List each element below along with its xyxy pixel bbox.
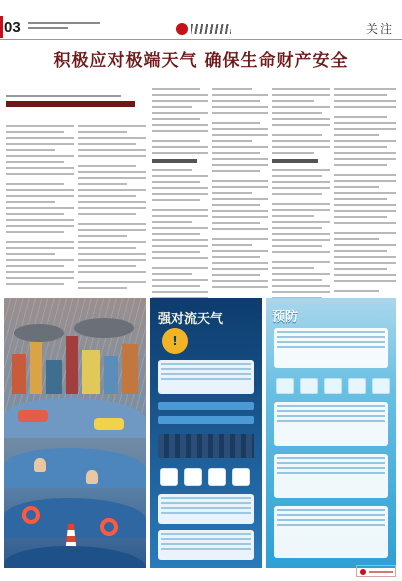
text-line [277, 415, 385, 417]
text-line [6, 173, 74, 175]
subheading [272, 159, 318, 163]
text-line [78, 165, 136, 167]
flood-water [4, 448, 146, 488]
text-line [161, 497, 251, 499]
text-line [212, 228, 268, 230]
text-line [272, 239, 330, 241]
city-skyline [158, 434, 254, 458]
guide-card [158, 360, 254, 394]
text-line [272, 187, 330, 189]
text-line [334, 262, 396, 264]
text-line [272, 175, 322, 177]
text-line [78, 241, 146, 243]
text-line [6, 189, 74, 191]
text-line [334, 140, 396, 142]
text-line [334, 134, 379, 136]
text-line [272, 267, 314, 269]
text-line [212, 140, 252, 142]
text-line [272, 227, 322, 229]
text-line [161, 507, 251, 509]
text-line [78, 183, 127, 185]
text-line [78, 207, 146, 209]
prevention-card [274, 328, 388, 368]
text-line [78, 265, 136, 267]
issue-date-info [28, 22, 100, 32]
text-line [334, 216, 387, 218]
person-icon [86, 470, 98, 484]
text-line [277, 420, 385, 422]
text-line [277, 519, 385, 521]
text-line [272, 134, 322, 136]
text-line [161, 548, 251, 550]
text-line [78, 259, 146, 261]
text-line [152, 175, 208, 177]
text-line [272, 291, 330, 293]
text-line [334, 256, 396, 258]
tree-icon [324, 378, 342, 394]
text-line [6, 149, 55, 151]
text-line [212, 286, 268, 288]
text-line [334, 128, 396, 130]
text-line [152, 267, 208, 269]
text-line [272, 94, 330, 96]
text-line [78, 125, 146, 127]
text-line [212, 146, 268, 148]
text-line [277, 467, 385, 469]
text-line [272, 152, 314, 154]
section-label: 关注 [365, 22, 394, 36]
city-skyline [4, 330, 146, 394]
text-line [6, 247, 74, 249]
text-line [6, 277, 74, 279]
text-line [334, 122, 396, 124]
text-line [78, 223, 146, 225]
logo-emblem-icon [176, 23, 188, 35]
text-line [152, 251, 200, 253]
text-line [334, 152, 396, 154]
text-line [78, 149, 146, 151]
text-line [272, 221, 330, 223]
text-line [152, 112, 208, 114]
text-column-mid-a [152, 88, 208, 303]
text-line [152, 94, 208, 96]
text-line [272, 193, 322, 195]
text-line [152, 239, 208, 241]
page-headline: 积极应对极端天气 确保生命财产安全 [53, 51, 349, 71]
warning-icon [232, 468, 250, 486]
text-line [272, 106, 330, 108]
text-line [152, 193, 208, 195]
text-line [277, 524, 385, 526]
text-line [334, 210, 396, 212]
text-line [161, 533, 251, 535]
no-entry-icon [208, 468, 226, 486]
text-line [277, 509, 385, 511]
text-line [78, 177, 146, 179]
text-line [272, 169, 330, 171]
text-line [212, 210, 268, 212]
text-line [212, 216, 268, 218]
text-line [152, 273, 192, 275]
text-line [212, 158, 268, 160]
text-line [212, 94, 268, 96]
masthead [0, 0, 402, 40]
text-line [78, 235, 127, 237]
text-line [78, 229, 146, 231]
text-line [6, 231, 64, 233]
text-line [334, 204, 396, 206]
prevention-title: 预防 [272, 310, 299, 325]
text-line [212, 122, 260, 124]
text-line [152, 146, 208, 148]
lead-article-kicker [6, 95, 121, 97]
text-line [6, 271, 74, 273]
lead-article-body-col-1 [6, 125, 74, 289]
person-icon [34, 458, 46, 472]
text-line [152, 130, 208, 132]
text-line [272, 118, 330, 120]
text-line [272, 140, 330, 142]
car-icon [94, 418, 124, 430]
text-line [6, 131, 64, 133]
text-line [6, 167, 74, 169]
text-line [6, 195, 74, 197]
text-line [334, 116, 387, 118]
text-line [152, 233, 200, 235]
text-line [152, 291, 208, 293]
text-line [152, 245, 208, 247]
text-line [272, 146, 330, 148]
text-line [212, 204, 260, 206]
guide-title: 强对流天气 [158, 312, 224, 327]
text-line [212, 192, 252, 194]
text-line [212, 128, 268, 130]
text-line [152, 88, 200, 90]
severe-weather-guide-poster [150, 298, 262, 568]
text-line [152, 169, 192, 171]
text-line [152, 257, 208, 259]
text-line [78, 253, 146, 255]
text-line [272, 261, 330, 263]
text-line [277, 405, 385, 407]
text-line [212, 112, 268, 114]
text-line [78, 189, 146, 191]
text-line [161, 368, 251, 370]
text-line [334, 192, 396, 194]
text-line [152, 187, 208, 189]
text-line [212, 88, 252, 90]
text-line [6, 155, 74, 157]
text-line [272, 112, 322, 114]
text-line [334, 280, 396, 282]
text-line [152, 215, 208, 217]
text-line [334, 244, 396, 246]
text-line [78, 287, 127, 289]
text-line [212, 280, 268, 282]
text-line [277, 331, 385, 333]
text-line [277, 472, 385, 474]
text-line [272, 124, 330, 126]
text-line [152, 100, 208, 102]
text-line [277, 462, 385, 464]
text-line [212, 274, 260, 276]
text-line [161, 538, 251, 540]
text-column-right-b [334, 88, 396, 296]
text-line [272, 273, 330, 275]
text-line [334, 174, 396, 176]
text-line [161, 363, 251, 365]
text-line [334, 268, 387, 270]
text-line [212, 152, 260, 154]
car-icon [18, 410, 48, 422]
text-line [334, 198, 387, 200]
text-line [78, 171, 146, 173]
text-line [6, 241, 74, 243]
text-line [334, 158, 396, 160]
guide-strip [158, 402, 254, 410]
logo-script [191, 24, 231, 34]
text-line [272, 279, 322, 281]
text-line [334, 106, 396, 108]
text-line [161, 378, 251, 380]
text-line [152, 181, 200, 183]
lead-article-title [6, 101, 135, 107]
text-line [6, 183, 64, 185]
text-line [6, 213, 64, 215]
prevention-card [274, 506, 388, 558]
text-line [334, 100, 396, 102]
text-line [272, 100, 314, 102]
text-line [152, 124, 208, 126]
text-line [334, 164, 387, 166]
text-line [6, 201, 55, 203]
text-line [78, 247, 136, 249]
subheading [152, 159, 197, 163]
guide-disc-badge: ! [162, 328, 188, 354]
text-line [152, 221, 192, 223]
platform-watermark-stamp [356, 565, 396, 577]
umbrella-icon [184, 468, 202, 486]
text-line [334, 290, 379, 292]
text-line [78, 143, 136, 145]
text-line [272, 233, 330, 235]
text-line [334, 232, 396, 234]
text-line [272, 285, 330, 287]
text-line [6, 207, 74, 209]
text-line [272, 215, 314, 217]
text-line [152, 227, 208, 229]
text-line [6, 259, 74, 261]
text-line [334, 88, 396, 90]
text-line [152, 209, 208, 211]
text-line [6, 137, 74, 139]
lead-article-body-col-2 [78, 125, 146, 293]
guide-card [158, 494, 254, 524]
text-line [78, 213, 136, 215]
text-line [152, 279, 208, 281]
guide-card [158, 530, 254, 560]
text-line [334, 250, 387, 252]
text-line [212, 164, 268, 166]
text-line [334, 146, 387, 148]
text-line [277, 346, 385, 348]
house-icon [276, 378, 294, 394]
text-line [212, 134, 268, 136]
text-line [6, 143, 74, 145]
text-line [78, 131, 127, 133]
life-ring-icon [22, 506, 40, 524]
text-line [78, 271, 146, 273]
text-line [334, 274, 396, 276]
text-line [277, 410, 385, 412]
newspaper-logo [172, 20, 234, 38]
text-line [161, 543, 251, 545]
text-line [152, 152, 208, 154]
warning-icon [372, 378, 390, 394]
text-line [334, 186, 379, 188]
text-line [152, 285, 200, 287]
text-line [78, 137, 146, 139]
text-line [6, 125, 74, 127]
text-line [6, 161, 64, 163]
text-line [152, 199, 200, 201]
text-line [212, 262, 268, 264]
text-line [152, 140, 200, 142]
text-line [212, 170, 260, 172]
text-line [334, 238, 379, 240]
prevention-card [274, 454, 388, 498]
text-line [152, 106, 192, 108]
text-line [212, 256, 260, 258]
page-number: 03 [4, 20, 28, 36]
text-line [212, 100, 260, 102]
text-line [6, 253, 55, 255]
text-line [212, 268, 268, 270]
text-line [78, 195, 136, 197]
text-column-right-a [272, 88, 330, 303]
text-line [78, 201, 146, 203]
text-line [161, 373, 251, 375]
power-line-icon [348, 378, 366, 394]
text-line [6, 283, 64, 285]
text-line [78, 155, 146, 157]
text-line [152, 118, 200, 120]
text-line [212, 244, 252, 246]
text-line [212, 198, 268, 200]
flood-warning-poster [4, 298, 146, 568]
text-line [78, 281, 146, 283]
text-line [161, 502, 251, 504]
text-line [6, 265, 64, 267]
text-line [334, 94, 387, 96]
guide-strip [158, 416, 254, 424]
text-line [272, 88, 330, 90]
flood-water [4, 546, 146, 568]
text-line [212, 180, 268, 182]
text-line [334, 180, 396, 182]
car-icon [300, 378, 318, 394]
prevention-card [274, 402, 388, 446]
text-line [272, 203, 330, 205]
text-line [277, 341, 385, 343]
life-ring-icon [100, 518, 118, 536]
text-line [6, 225, 74, 227]
text-line [212, 250, 268, 252]
text-line [277, 336, 385, 338]
prevention-poster [266, 298, 396, 568]
text-line [272, 181, 330, 183]
text-line [334, 222, 396, 224]
text-line [272, 209, 330, 211]
text-line [272, 251, 330, 253]
lightning-icon [160, 468, 178, 486]
text-line [161, 512, 251, 514]
text-line [277, 514, 385, 516]
text-line [212, 238, 268, 240]
text-line [277, 457, 385, 459]
text-column-mid-b [212, 88, 268, 296]
text-line [212, 222, 260, 224]
text-line [6, 219, 74, 221]
text-line [272, 245, 322, 247]
text-line [212, 186, 268, 188]
text-line [212, 106, 268, 108]
